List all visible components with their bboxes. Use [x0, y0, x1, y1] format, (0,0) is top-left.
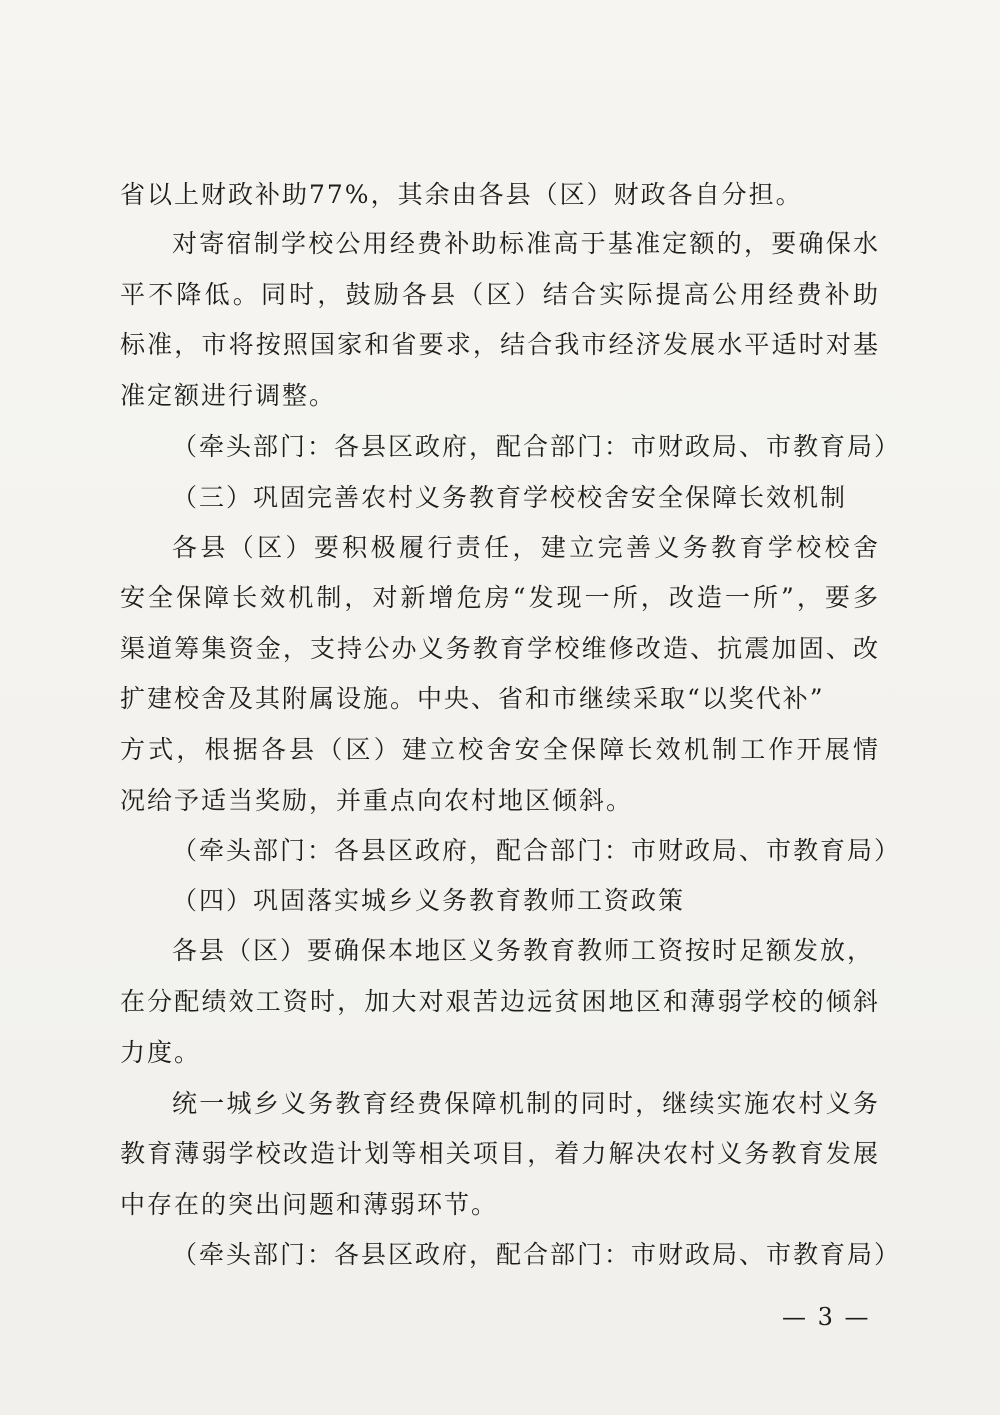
paragraph-line: 力度。 [120, 1038, 202, 1067]
paragraph-line: 教育薄弱学校改造计划等相关项目，着力解决农村义务教育发展 [120, 1139, 880, 1168]
page-number: — 3 — [782, 1303, 871, 1331]
section-heading: （四）巩固落实城乡义务教育教师工资政策 [172, 886, 686, 915]
paragraph-line: 标准，市将按照国家和省要求，结合我市经济发展水平适时对基 [120, 330, 880, 359]
responsibility-note: （牵头部门：各县区政府，配合部门：市财政局、市教育局） [172, 1240, 902, 1269]
paragraph-line: 平不降低。同时，鼓励各县（区）结合实际提高公用经费补助 [120, 280, 880, 309]
paragraph-line: 各县（区）要确保本地区义务教育教师工资按时足额发放， [172, 936, 875, 965]
section-heading: （三）巩固完善农村义务教育学校校舍安全保障长效机制 [172, 483, 848, 512]
paragraph-line: 渠道筹集资金，支持公办义务教育学校维修改造、抗震加固、改 [120, 634, 880, 663]
paragraph-line: 统一城乡义务教育经费保障机制的同时，继续实施农村义务 [172, 1089, 880, 1118]
paragraph-line: 对寄宿制学校公用经费补助标准高于基准定额的，要确保水 [172, 229, 880, 258]
paragraph-line: 中存在的突出问题和薄弱环节。 [120, 1190, 499, 1219]
paragraph-line: 省以上财政补助77%，其余由各县（区）财政各自分担。 [120, 180, 803, 209]
responsibility-note: （牵头部门：各县区政府，配合部门：市财政局、市教育局） [172, 432, 902, 461]
paragraph-line: 况给予适当奖励，并重点向农村地区倾斜。 [120, 786, 634, 815]
paragraph-line: 各县（区）要积极履行责任，建立完善义务教育学校校舍 [172, 533, 880, 562]
paragraph-line: 准定额进行调整。 [120, 381, 337, 410]
paragraph-line: 安全保障长效机制，对新增危房“发现一所，改造一所”，要多 [120, 583, 880, 612]
responsibility-note: （牵头部门：各县区政府，配合部门：市财政局、市教育局） [172, 836, 902, 865]
paragraph-line: 在分配绩效工资时，加大对艰苦边远贫困地区和薄弱学校的倾斜 [120, 987, 880, 1016]
paragraph-line: 方式，根据各县（区）建立校舍安全保障长效机制工作开展情 [120, 735, 880, 764]
paragraph-line: 扩建校舍及其附属设施。中央、省和市继续采取“以奖代补” [120, 684, 825, 713]
